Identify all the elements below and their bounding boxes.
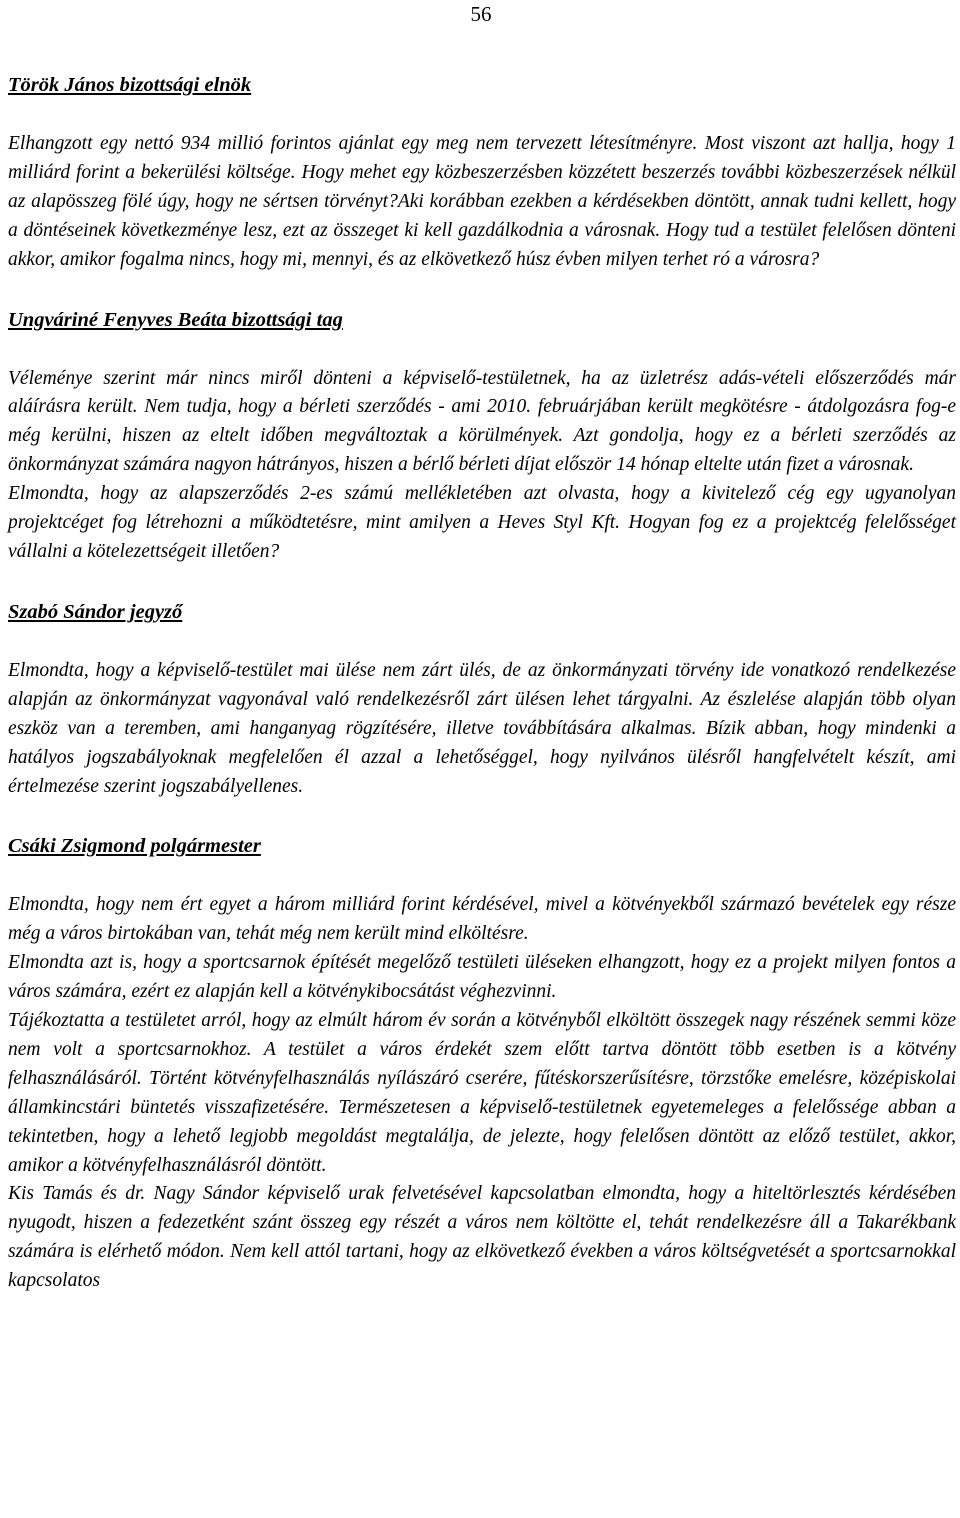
page-number: 56	[470, 2, 492, 26]
speech-paragraph: Elmondta, hogy az alapszerződés 2-es számú mellékletében azt olvasta, hogy a kivitelező cég egy ugyanolyan projektcéget fog létrehozni a működtetésre, mint amilyen a Heves Styl Kft. Hogyan fog ez a projektcég felelősséget vállalni a kötelezettségeit illetően?	[8, 483, 956, 562]
speaker-heading: Török János bizottsági elnök	[8, 74, 252, 96]
speech-paragraph: Véleménye szerint már nincs miről dönteni a képviselő-testületnek, ha az üzletrész adás-vételi előszerződés már aláírásra került. Nem tudja, hogy a bérleti szerződés - ami 2010. februárjában került megkötésre - átdolgozásra fog-e még kerülni, hiszen az eltelt időben megváltoztak a körülmények. Azt gondolja, hogy ez a bérleti szerződés az önkormányzat számára nagyon hátrányos, hiszen a bérlő bérleti díjat először 14 hónap eltelte után fizet a városnak.	[8, 367, 956, 476]
speech-paragraph: Kis Tamás és dr. Nagy Sándor képviselő urak felvetésével kapcsolatban elmondta, hogy a hiteltörlesztés kérdésében nyugodt, hiszen a fedezetként szánt összeg egy részét a város nem költötte el, tehát rendelkezésre áll a Takarékbank számára is elérhető módon. Nem kell attól tartani, hogy az elkövetkező években a város költségvetését a sportcsarnokkal kapcsolatos	[8, 1183, 956, 1292]
speaker-heading: Csáki Zsigmond polgármester	[8, 835, 261, 858]
speech-paragraph: Elmondta azt is, hogy a sportcsarnok építését megelőző testületi üléseken elhangzott, hogy ez a projekt milyen fontos a város számára, ezért ez alapján kell a kötvénykibocsátást véghezvinni.	[8, 952, 956, 1003]
speaker-heading: Szabó Sándor jegyző	[8, 600, 183, 623]
speech-paragraph: Elmondta, hogy a képviselő-testület mai ülése nem zárt ülés, de az önkormányzati törvény ide vonatkozó rendelkezése alapján az önkormányzat vagyonával való rendelkezésről zárt ülésen lehet tárgyalni. Az észlelése alapján több olyan eszköz van a teremben, ami hanganyag rögzítésére, illetve továbbítására alkalmas. Bízik abban, hogy mindenki a hatályos jogszabályoknak megfelelően él azzal a lehetőséggel, hogy nyilvános ülésről hangfelvételt készít, ami értelmezése szerint jogszabályellenes.	[8, 659, 956, 797]
speaker-heading: Ungváriné Fenyves Beáta bizottsági tag	[8, 308, 343, 331]
speech-paragraph: Tájékoztatta a testületet arról, hogy az elmúlt három év során a kötvényből elköltött összegek nagy részének semmi köze nem volt a sportcsarnokhoz. A testület a város érdekét szem előtt tartva döntött több esetben is a kötvény felhasználásáról. Történt kötvényfelhasználás nyílászáró cserére, fűtéskorszerűsítésre, törzstőke emelésre, középiskolai államkincstári büntetés visszafizetésére. Természetesen a képviselő-testületnek egyetemeleges a felelőssége abban a tekintetben, hogy a lehető legjobb megoldást megtalálja, de jelezte, hogy felelősen döntött az előző testület, akkor, amikor a kötvényfelhasználásról döntött.	[8, 1010, 956, 1176]
speech-paragraph: Elmondta, hogy nem ért egyet a három milliárd forint kérdésével, mivel a kötvényekből származó bevételek egy része még a város birtokában van, tehát még nem került mind elköltésre.	[8, 894, 956, 945]
speech-paragraph: Elhangzott egy nettó 934 millió forintos ajánlat egy meg nem tervezett létesítményre. Most viszont azt hallja, hogy 1 milliárd forint a bekerülési költsége. Hogy mehet egy közbeszerzésben közzétett beszerzés további közbeszerzések nélkül az alapösszeg fölé úgy, hogy ne sértsen törvényt?Aki korábban ezekben a kérdésekben döntött, annak tudni kellett, hogy a döntéseinek következménye lesz, ezt az összeget ki kell gazdálkodnia a városnak. Hogy tud a testület felelősen dönteni akkor, amikor fogalma nincs, hogy mi, mennyi, és az elkövetkező húsz évben milyen terhet ró a városra?	[8, 133, 956, 270]
minutes-body	[8, 70, 956, 1296]
